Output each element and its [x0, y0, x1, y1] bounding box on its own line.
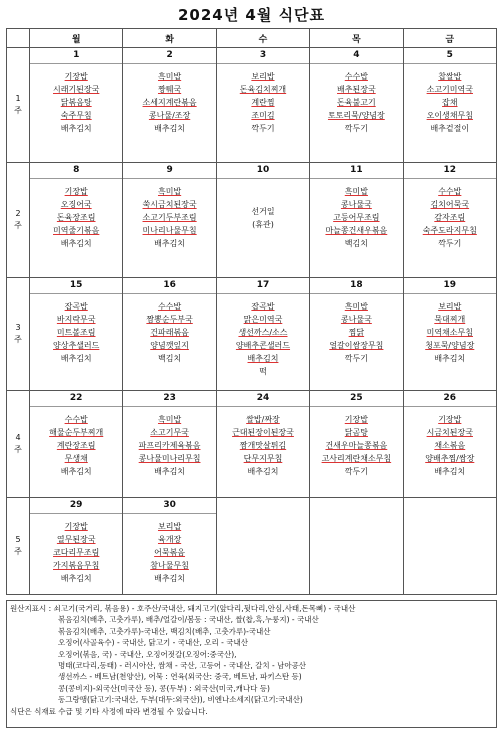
menu-item: 콩나물미나리무침: [138, 454, 201, 463]
menu-item: 수수밥: [157, 302, 182, 311]
origin-line: 원산지표시 : 쇠고기(국거리, 볶음용) - 호주산/국내산, 돼지고기(앞다리,뒷다리,안심,사태,돈목뼈) - 국내산: [10, 604, 356, 613]
menu-item: 배추김치: [434, 467, 466, 476]
menu-item: 숙주무침: [60, 111, 92, 120]
menu-item: 미나리나물무침: [142, 226, 197, 235]
menu-item: 짬뽕순두부국: [146, 315, 193, 324]
menu-item: 코다리무조림: [53, 548, 100, 557]
menu-item: 조미김: [251, 111, 275, 120]
menu-items: [404, 407, 496, 478]
week-label-part: 주: [14, 221, 22, 230]
menu-item: 돈육불고기: [337, 98, 376, 107]
menu-item: 소고기미역국: [426, 85, 473, 94]
menu-item: 배추겉절이: [430, 124, 470, 133]
week-label-part: 3: [15, 323, 21, 332]
week-label-part: 4: [15, 433, 21, 442]
menu-item: 콩나물국: [340, 315, 372, 324]
day-cell: [310, 48, 403, 163]
menu-items: [310, 64, 402, 135]
menu-item: 오이생채무침: [426, 111, 473, 120]
menu-item: 잡곡밥: [64, 302, 88, 311]
menu-item: 열무된장국: [56, 535, 96, 544]
menu-item: 계란장조림: [56, 441, 96, 450]
menu-item: 얼갈이쌈장무침: [329, 341, 384, 350]
day-cell: [123, 163, 216, 278]
origin-line: 동그랑땡(닭고기:국내산, 두부(대두:외국산)), 비엔나소세지(닭고기:국내산): [58, 695, 303, 705]
menu-item: 기장밥: [438, 415, 462, 424]
menu-items: [30, 64, 122, 135]
menu-item: 건새우마늘쫑볶음: [325, 441, 388, 450]
header-mon: 월: [30, 29, 123, 48]
menu-item: 단무지무침: [243, 454, 283, 463]
day-date: 24: [217, 391, 309, 407]
menu-item: 콩나물/조장: [148, 111, 191, 120]
menu-items: [310, 294, 402, 365]
menu-item: 맑은미역국: [243, 315, 283, 324]
menu-item: 배추김치: [60, 354, 92, 363]
menu-items: [123, 294, 215, 365]
origin-line: 볶음김치(배추, 고춧가루), 배추/얼갈이/봄동 : 국내산, 쌀(찹,흑,누룽지) - 국내산: [58, 615, 319, 625]
menu-item: 양념깻잎지: [150, 341, 189, 350]
day-date: 11: [310, 163, 402, 179]
day-cell: [403, 163, 496, 278]
menu-items: [123, 64, 215, 135]
menu-item: 미트볼조림: [56, 328, 96, 337]
origin-line: 오징어(사골육수) - 국내산, 닭고기 - 국내산, 오리 - 국내산: [58, 638, 248, 648]
day-cell: [123, 48, 216, 163]
menu-item: 배추된장국: [337, 85, 376, 94]
day-cell: [310, 278, 403, 391]
day-cell: [123, 498, 216, 595]
day-date: 19: [404, 278, 496, 294]
menu-item: 깍두기: [344, 354, 368, 363]
week-label: [7, 278, 30, 391]
menu-item: 마늘쫑건새우볶음: [325, 226, 388, 235]
menu-item: 떡: [259, 367, 267, 376]
menu-item: 배추김치: [154, 467, 186, 476]
day-date: 22: [30, 391, 122, 407]
menu-item: 흑미밥: [344, 187, 368, 196]
menu-item: 김치어묵국: [430, 200, 470, 209]
menu-item: 흑미밥: [344, 302, 368, 311]
week-label: [7, 391, 30, 498]
menu-items: [30, 514, 122, 585]
menu-item: 토토리묵/양념장: [327, 111, 385, 120]
menu-item: 깍두기: [344, 467, 368, 476]
menu-item: 계란찜: [251, 98, 275, 107]
header-row: [7, 29, 497, 48]
day-cell: [403, 391, 496, 498]
menu-item: 배추김치: [60, 467, 92, 476]
menu-item: 수수밥: [64, 415, 88, 424]
menu-item: 양배추콘샐러드: [235, 341, 291, 350]
menu-items: [123, 407, 215, 478]
day-cell: [310, 391, 403, 498]
menu-item: 고사리계란채소무침: [321, 454, 392, 463]
menu-items: [123, 514, 215, 585]
menu-item: 무생채: [64, 454, 88, 463]
day-cell: [403, 278, 496, 391]
menu-item: 찜닭: [348, 328, 365, 337]
day-cell: [30, 163, 123, 278]
day-cell: [30, 278, 123, 391]
day-date: 26: [404, 391, 496, 407]
menu-item: 쌀밥/짜장: [246, 415, 280, 424]
menu-items: [404, 294, 496, 365]
menu-items: [310, 407, 402, 478]
holiday-note: [217, 179, 309, 231]
menu-item: 돈육김치찌개: [239, 85, 287, 94]
menu-item: 깍두기: [251, 124, 275, 133]
week-row: [7, 278, 497, 391]
day-cell: [310, 163, 403, 278]
menu-item: 보리밥: [251, 72, 275, 81]
menu-table: [6, 28, 497, 595]
menu-item: 근대된장이된장국: [232, 428, 294, 437]
menu-item: 짬개맛살튀김: [239, 441, 287, 450]
header-thu: 목: [310, 29, 403, 48]
menu-item: 기장밥: [64, 72, 88, 81]
menu-item: 채소볶음: [434, 441, 466, 450]
menu-item: 짱퉤국: [157, 85, 182, 94]
corner-cell: [7, 29, 30, 48]
day-date: 5: [404, 48, 496, 64]
week-label: [7, 163, 30, 278]
day-date: 1: [30, 48, 122, 64]
day-cell: [216, 278, 309, 391]
week-label-part: 5: [15, 535, 21, 544]
menu-items: [30, 294, 122, 365]
day-cell: [310, 498, 403, 595]
day-cell: [216, 498, 309, 595]
menu-item: 배추김치: [60, 124, 92, 133]
header-fri: 금: [403, 29, 496, 48]
menu-item: 배추김치: [60, 574, 92, 583]
menu-items: [310, 179, 402, 250]
menu-item: 소고기무국: [150, 428, 189, 437]
header-wed: 수: [216, 29, 309, 48]
menu-item: 숙주도라지무침: [422, 226, 477, 235]
menu-item: 시금치된장국: [426, 428, 473, 437]
menu-item: 미역줄기볶음: [53, 226, 100, 235]
week-label-part: 주: [14, 445, 22, 454]
menu-item: 배추김치: [434, 354, 466, 363]
menu-item: 보리밥: [157, 522, 182, 531]
weeks-body: [7, 48, 497, 595]
origin-notice: [6, 600, 497, 728]
menu-item: 닭볶음탕: [60, 98, 92, 107]
menu-item: 잡곡밥: [251, 302, 275, 311]
menu-item: 찹쌀밥: [438, 72, 462, 81]
holiday-line: 선거일: [251, 207, 275, 216]
menu-item: 배추김치: [154, 239, 186, 248]
menu-item: 파프리카제육볶음: [138, 441, 201, 450]
day-date: 10: [217, 163, 309, 179]
week-label-part: 1: [15, 94, 21, 103]
day-date: 18: [310, 278, 402, 294]
day-date: 16: [123, 278, 215, 294]
menu-item: 감자조림: [434, 213, 466, 222]
day-cell: [123, 391, 216, 498]
week-row: [7, 48, 497, 163]
menu-item: 해물순두부찌개: [49, 428, 104, 437]
menu-item: 묵대찌개: [434, 315, 466, 324]
menu-items: [217, 407, 309, 478]
menu-item: 흑미밥: [157, 415, 182, 424]
holiday-line: (휴관): [252, 220, 274, 229]
origin-line: 오징어(볶음, 국) - 국내산, 오징어젓갈(오징어:중국산),: [58, 649, 237, 659]
day-date: 12: [404, 163, 496, 179]
menu-item: 소세지계란볶음: [142, 98, 197, 107]
week-label: [7, 498, 30, 595]
week-label-part: 주: [14, 547, 22, 556]
menu-item: 오징어국: [60, 200, 92, 209]
menu-item: 양상추샐러드: [53, 341, 100, 350]
menu-item: 생선까스/소스: [238, 328, 288, 337]
day-date: 3: [217, 48, 309, 64]
week-label-part: 주: [14, 106, 22, 115]
menu-item: 참나물무침: [150, 561, 189, 570]
day-date: 15: [30, 278, 122, 294]
week-label-part: 주: [14, 335, 22, 344]
menu-item: 백김치: [157, 354, 182, 363]
menu-item: 소고기두부조림: [142, 213, 197, 222]
menu-item: 바지락무국: [56, 315, 96, 324]
menu-item: 쑥시금치된장국: [142, 200, 197, 209]
menu-item: 미역채소무침: [426, 328, 473, 337]
day-cell: [403, 48, 496, 163]
menu-item: 흑미밥: [157, 187, 182, 196]
week-row: [7, 163, 497, 278]
header-tue: 화: [123, 29, 216, 48]
day-date: 4: [310, 48, 402, 64]
day-date: 17: [217, 278, 309, 294]
day-cell: [216, 48, 309, 163]
menu-item: 배추김치: [60, 239, 92, 248]
week-row: [7, 498, 497, 595]
menu-item: 깍두기: [344, 124, 368, 133]
week-label: [7, 48, 30, 163]
origin-line: 명태(코다리,동태) - 러시아산, 쌈채 - 국산, 고등어 - 국내산, 갈치 - 남아공산: [58, 661, 307, 671]
menu-items: [217, 294, 309, 378]
day-date: 23: [123, 391, 215, 407]
day-cell: [30, 498, 123, 595]
menu-item: 배추김치: [154, 124, 186, 133]
origin-line: 식단은 식재료 수급 및 기타 사정에 따라 변경될 수 있습니다.: [10, 706, 208, 716]
menu-item: 콩나물국: [340, 200, 372, 209]
day-date: 8: [30, 163, 122, 179]
day-date: 9: [123, 163, 215, 179]
menu-item: 기장밥: [64, 187, 88, 196]
origin-line: 볶음김치(배추, 고춧가루)-국내산, 백김치(배추, 고춧가루)-국내산: [58, 626, 271, 636]
day-cell: [123, 278, 216, 391]
week-label-part: 2: [15, 209, 21, 218]
menu-item: 닭곰탕: [344, 428, 368, 437]
menu-item: 흑미밥: [157, 72, 182, 81]
menu-item: 고등어무조림: [333, 213, 380, 222]
menu-item: 잡채: [442, 98, 458, 107]
menu-item: 가지볶음무침: [53, 561, 100, 570]
menu-item: 청포묵/양념장: [425, 341, 475, 350]
menu-items: [217, 64, 309, 135]
day-cell: [30, 48, 123, 163]
menu-item: 보리밥: [438, 302, 462, 311]
menu-item: 수수밥: [344, 72, 368, 81]
menu-item: 어묵볶음: [154, 548, 186, 557]
menu-items: [123, 179, 215, 250]
menu-item: 백김치: [344, 239, 368, 248]
day-cell: [403, 498, 496, 595]
day-date: 2: [123, 48, 215, 64]
day-date: 25: [310, 391, 402, 407]
menu-item: 배추김치: [247, 354, 279, 363]
menu-item: 시래기된장국: [53, 85, 100, 94]
day-date: 29: [30, 498, 122, 514]
menu-items: [30, 407, 122, 478]
day-cell: [30, 391, 123, 498]
day-cell: [216, 391, 309, 498]
origin-line: 생선까스 - 베트남(천양산), 어묵 : 연육(외국산: 중국, 베트남, 파키스탄 등): [58, 672, 302, 682]
menu-item: 기장밥: [344, 415, 368, 424]
origin-line: 콩(콩비지)-외국산(미국산 등), 콩(두부) : 외국산(미국,캐나다 등): [58, 683, 270, 693]
menu-item: 수수밥: [438, 187, 462, 196]
day-cell: [216, 163, 309, 278]
menu-items: [404, 64, 496, 135]
menu-items: [404, 179, 496, 250]
menu-item: 기장밥: [64, 522, 88, 531]
week-row: [7, 391, 497, 498]
menu-item: 배추김치: [154, 574, 186, 583]
menu-item: 배추김치: [247, 467, 279, 476]
menu-item: 건파래볶음: [150, 328, 189, 337]
menu-item: 육개장: [157, 535, 182, 544]
menu-item: 양배추찜/쌈장: [425, 454, 475, 463]
day-date: 30: [123, 498, 215, 514]
menu-items: [30, 179, 122, 250]
menu-item: 깍두기: [438, 239, 462, 248]
page-title: 2024년 4월 식단표: [177, 6, 326, 24]
menu-item: 돈육장조림: [56, 213, 96, 222]
